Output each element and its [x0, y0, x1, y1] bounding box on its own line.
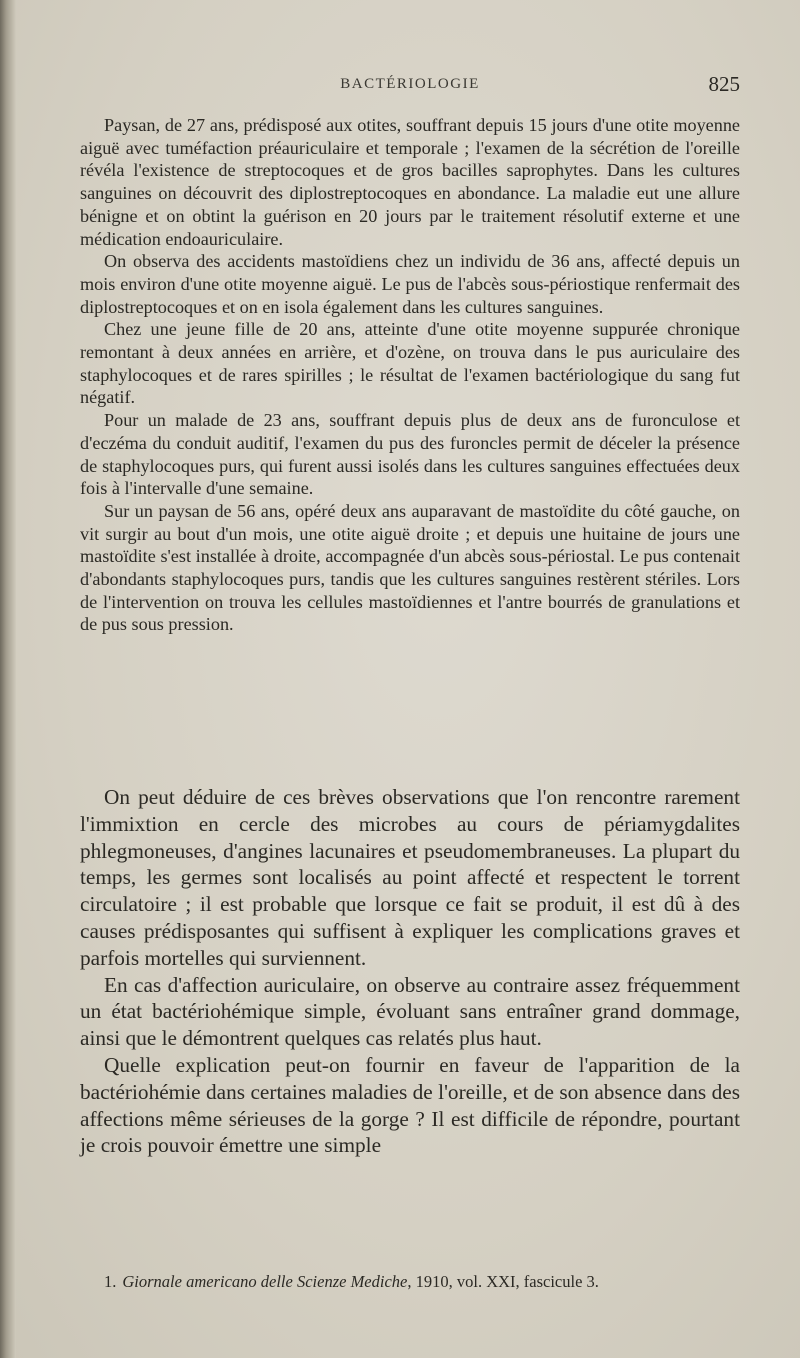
footnote [104, 1272, 744, 1292]
paragraph-case-1: Paysan, de 27 ans, prédisposé aux otites, souffrant depuis 15 jours d'une otite moyenne aiguë avec tuméfaction préauriculaire et temporale ; l'examen de la sécrétion de l'oreille révéla l'existence de streptocoques et de gros bacilles saprophytes. Dans les cultures sanguines on découvrit des diplostreptocoques en abondance. La maladie eut une allure bénigne et on obtint la guérison en 20 jours par le traitement résolutif externe et une médication endoauriculaire. [80, 115, 740, 249]
paragraph-conclusion-1: On peut déduire de ces brèves observations que l'on rencontre rarement l'immixtion en cercle des microbes au cours de périamygdalites phlegmoneuses, d'angines lacunaires et pseudomembraneuses. La plupart du temps, les germes sont localisés au point affecté et respectent le torrent circulatoire ; il est probable que lorsque ce fait se produit, il est dû à des causes prédisposantes qui suffisent à expliquer les complications graves et parfois mortelles qui surviennent. [80, 785, 740, 970]
paragraph-conclusion-2: En cas d'affection auriculaire, on observe au contraire assez fréquemment un état bactériohémique simple, évoluant sans entraîner grand dommage, ainsi que le démontrent quelques cas relatés plus haut. [80, 972, 740, 1051]
discussion-text [80, 784, 740, 1159]
running-head: BACTÉRIOLOGIE [340, 76, 480, 92]
paragraph-case-2: On observa des accidents mastoïdiens chez un individu de 36 ans, affecté depuis un mois environ d'une otite moyenne aiguë. Le pus de l'abcès sous-périostique renfermait des diplostreptocoques et on en isola également dans les cultures sanguines. [80, 251, 740, 317]
book-spine-shadow [0, 0, 16, 1358]
paragraph-case-5: Sur un paysan de 56 ans, opéré deux ans auparavant de mastoïdite du côté gauche, on vit surgir au bout d'un mois, une otite aiguë droite ; et depuis une huitaine de jours une mastoïdite s'est installée à droite, accompagnée d'un abcès sous-périostal. Le pus contenait d'abondants staphylocoques purs, tandis que les cultures sanguines restèrent stériles. Lors de l'intervention on trouva les cellules mastoïdiennes et l'antre bourrés de granulations et de pus sous pression. [80, 500, 740, 635]
footnote-journal-title: Giornale americano delle Scienze Mediche [122, 1272, 408, 1291]
page-header [80, 72, 740, 102]
footnote-mark: 1. [104, 1272, 117, 1291]
footnote-citation: , 1910, vol. XXI, fascicule 3. [407, 1272, 599, 1291]
paragraph-conclusion-3: Quelle explication peut-on fournir en faveur de l'apparition de la bactériohémie dans certaines maladies de l'oreille, et de son absence dans des affections même sérieuses de la gorge ? Il est difficile de répondre, pourtant je crois pouvoir émettre une simple [80, 1052, 740, 1158]
paragraph-case-3: Chez une jeune fille de 20 ans, atteinte d'une otite moyenne suppurée chronique remontant à deux années en arrière, et d'ozène, on trouva dans le pus auriculaire des staphylocoques et de rares spirilles ; le résultat de l'examen bactériologique du sang fut négatif. [80, 319, 740, 408]
paragraph-case-4: Pour un malade de 23 ans, souffrant depuis plus de deux ans de furonculose et d'eczéma du conduit auditif, l'examen du pus des furoncles permit de déceler la présence de staphylocoques purs, qui furent aussi isolés dans les cultures sanguines effectuées deux fois à l'intervalle d'une semaine. [80, 410, 740, 499]
case-observations [80, 114, 740, 636]
page-number: 825 [708, 72, 740, 96]
